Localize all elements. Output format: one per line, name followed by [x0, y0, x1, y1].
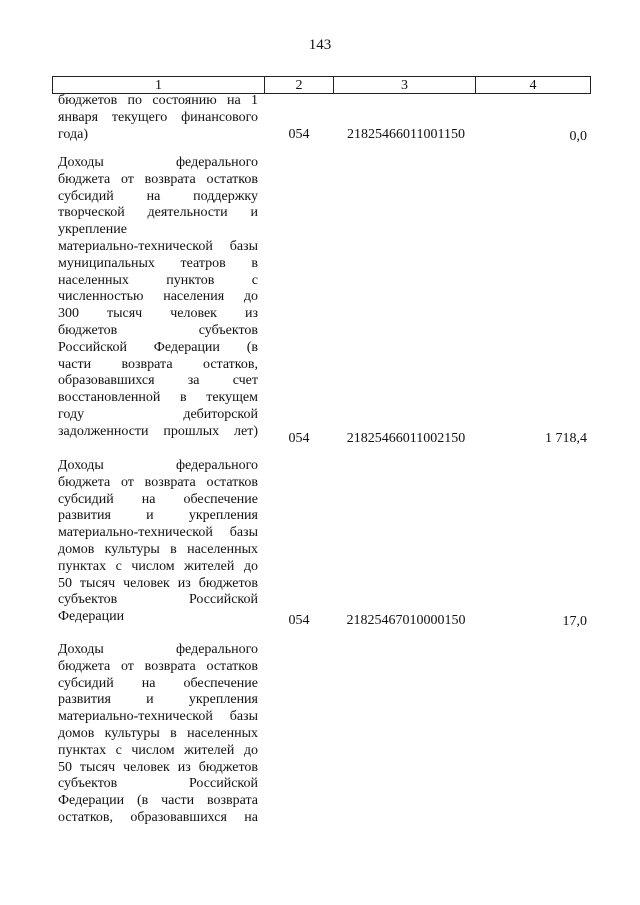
budget-classification-code: 21825467010000150 — [346, 613, 466, 628]
description-line: материально-технической базы — [58, 709, 258, 725]
admin-code: 054 — [288, 613, 310, 628]
description-line: субсидий на обеспечение — [58, 491, 258, 507]
page-number: 143 — [308, 37, 332, 53]
description-line: бюджета от возврата остатков — [58, 474, 258, 490]
description-line: населенных пунктов с — [58, 272, 258, 288]
description-line: году дебиторской — [58, 406, 258, 422]
column-header-1: 1 — [53, 77, 265, 94]
budget-classification-code: 21825466011001150 — [347, 127, 465, 142]
description-line: субсидий на поддержку — [58, 188, 258, 204]
description-line: части возврата остатков, — [58, 356, 258, 372]
description-line: восстановленной в текущем — [58, 390, 258, 406]
description-line: Доходы федерального — [58, 642, 258, 657]
description-line: бюджета от возврата остатков — [58, 171, 258, 187]
row-description — [58, 155, 258, 441]
description-line: января текущего финансового — [58, 109, 258, 125]
amount-value: 0,0 — [569, 129, 587, 144]
description-line: субсидий на обеспечение — [58, 675, 258, 691]
description-line: пунктах с числом жителей до — [58, 558, 258, 574]
description-line: субъектов Российской — [58, 592, 258, 608]
description-line: домов культуры в населенных — [58, 725, 258, 741]
description-line: Доходы федерального — [58, 458, 258, 473]
description-line: бюджетов субъектов — [58, 322, 258, 338]
column-header-3: 3 — [334, 77, 476, 94]
description-line: Федерации — [58, 609, 125, 625]
description-line: Доходы федерального — [58, 155, 258, 170]
description-line: бюджетов по состоянию на 1 — [58, 93, 258, 108]
description-line: года) — [58, 126, 88, 142]
description-line: 50 тысяч человек из бюджетов — [58, 759, 258, 775]
description-line: задолженности прошлых лет) — [58, 423, 258, 439]
description-line: муниципальных театров в — [58, 255, 258, 271]
description-line: творческой деятельности и — [58, 205, 258, 221]
description-line: пунктах с числом жителей до — [58, 742, 258, 758]
description-line: 300 тысяч человек из — [58, 306, 258, 322]
admin-code: 054 — [288, 431, 310, 446]
description-line: домов культуры в населенных — [58, 541, 258, 557]
description-line: развития и укрепления — [58, 508, 258, 524]
amount-value: 1 718,4 — [545, 431, 587, 446]
description-line: Федерации (в части возврата — [58, 793, 258, 809]
description-line: образовавшихся за счет — [58, 373, 258, 389]
column-header-4: 4 — [476, 77, 591, 94]
description-line: Российской Федерации (в — [58, 339, 258, 355]
row-description — [58, 642, 258, 827]
column-header-row — [53, 77, 591, 94]
row-description — [58, 458, 258, 626]
description-line: материально-технической базы — [58, 238, 258, 254]
amount-value: 17,0 — [562, 614, 587, 629]
description-line: субъектов Российской — [58, 776, 258, 792]
description-line: численностью населения до — [58, 289, 258, 305]
admin-code: 054 — [288, 127, 310, 142]
description-line: материально-технической базы — [58, 525, 258, 541]
description-line: бюджета от возврата остатков — [58, 658, 258, 674]
row-description — [58, 93, 258, 143]
column-header-2: 2 — [265, 77, 334, 94]
description-line: 50 тысяч человек из бюджетов — [58, 575, 258, 591]
description-line: развития и укрепления — [58, 692, 258, 708]
description-line: остатков, образовавшихся на — [58, 809, 258, 825]
description-line: укрепление — [58, 222, 127, 238]
budget-classification-code: 21825466011002150 — [346, 431, 466, 446]
column-header-table — [52, 76, 591, 94]
